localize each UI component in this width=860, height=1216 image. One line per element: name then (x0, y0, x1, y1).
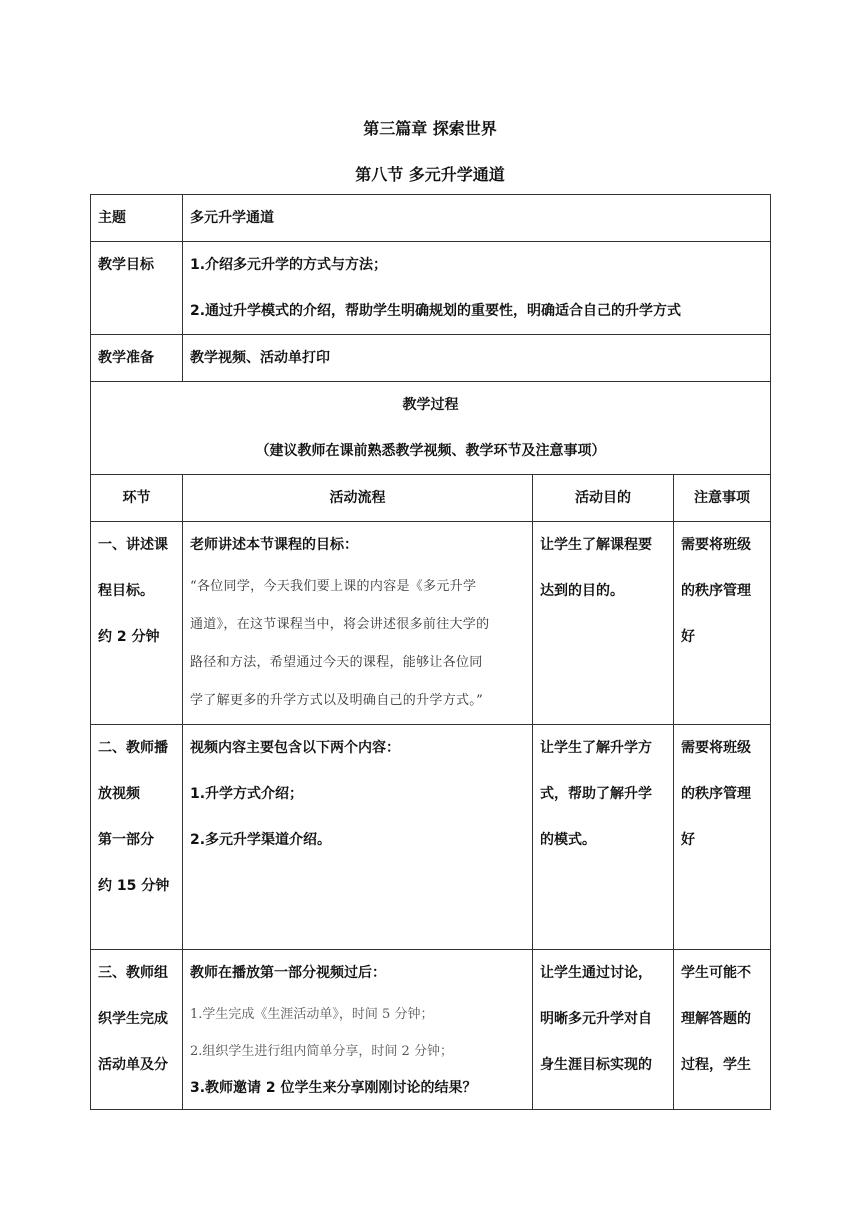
notes-line: 好 (681, 832, 695, 848)
header-purpose: 活动目的 (533, 475, 674, 522)
stage-name-line: 二、教师播 (98, 740, 168, 756)
theme-row (91, 195, 771, 242)
prep-row (91, 335, 771, 382)
prep-label: 教学准备 (91, 335, 183, 382)
flow-last-line: 3.教师邀请 2 位学生来分享刚刚讨论的结果？ (190, 1080, 477, 1096)
purpose-line: 身生涯目标实现的 (540, 1057, 652, 1073)
theme-value: 多元升学通道 (183, 195, 771, 242)
flow-intro: 老师讲述本节课程的目标： (190, 537, 358, 553)
stage-name-line: 第一部分 (98, 832, 154, 848)
flow-quote-line: 路径和方法，希望通过今天的课程，能够让各位同 (190, 655, 483, 670)
process-title: 教学过程 (402, 397, 459, 413)
column-header-row (91, 475, 771, 522)
section-title: 第八节 多元升学通道 (355, 165, 505, 184)
stage-flow (183, 725, 533, 950)
flow-plain-line: 2.组织学生进行组内简单分享，时间 2 分钟； (190, 1044, 453, 1059)
purpose-line: 让学生了解课程要 (540, 537, 652, 553)
purpose-line: 让学生通过讨论， (540, 965, 652, 981)
purpose-line: 达到的目的。 (540, 583, 624, 599)
flow-intro: 教师在播放第一部分视频过后： (190, 965, 386, 981)
stage-name-line: 织学生完成 (98, 1011, 168, 1027)
goals-value (183, 242, 771, 335)
process-note: （建议教师在课前熟悉教学视频、教学环节及注意事项） (255, 443, 606, 459)
flow-plain-line: 1.学生完成《生涯活动单》，时间 5 分钟； (190, 1007, 434, 1022)
lesson-plan-table (90, 194, 771, 1110)
goals-label: 教学目标 (91, 242, 183, 335)
stage-name (91, 725, 183, 950)
flow-quote-line: “各位同学，今天我们要上课的内容是《多元升学 (190, 579, 477, 594)
chapter-title: 第三篇章 探索世界 (363, 119, 497, 138)
stage-name-line: 约 2 分钟 (98, 629, 160, 645)
header-flow: 活动流程 (183, 475, 533, 522)
notes-line: 需要将班级 (681, 537, 751, 553)
notes-line: 过程，学生 (681, 1057, 751, 1073)
notes-line: 好 (681, 629, 695, 645)
stage-name-line: 约 15 分钟 (98, 878, 170, 894)
stage-notes (674, 725, 771, 950)
stage-purpose (533, 522, 674, 725)
stage-name-line: 程目标。 (98, 583, 154, 599)
theme-label: 主题 (91, 195, 183, 242)
goals-row (91, 242, 771, 335)
purpose-line: 式，帮助了解升学 (540, 786, 652, 802)
goal-item: 2.通过升学模式的介绍，帮助学生明确规划的重要性，明确适合自己的升学方式 (190, 303, 682, 319)
purpose-line: 明晰多元升学对自 (540, 1011, 652, 1027)
flow-line: 视频内容主要包含以下两个内容： (190, 740, 400, 756)
flow-line: 1.升学方式介绍； (190, 786, 304, 802)
stage-name (91, 950, 183, 1110)
stage-name-line: 三、教师组 (98, 965, 168, 981)
notes-line: 学生可能不 (681, 965, 751, 981)
stage-row (91, 522, 771, 725)
purpose-line: 的模式。 (540, 832, 596, 848)
stage-purpose (533, 950, 674, 1110)
prep-value: 教学视频、活动单打印 (183, 335, 771, 382)
notes-line: 需要将班级 (681, 740, 751, 756)
header-notes: 注意事项 (674, 475, 771, 522)
stage-flow (183, 950, 533, 1110)
flow-quote-line: 通道》，在这节课程当中，将会讲述很多前往大学的 (190, 617, 490, 632)
stage-notes (674, 522, 771, 725)
notes-line: 的秩序管理 (681, 583, 751, 599)
notes-line: 理解答题的 (681, 1011, 751, 1027)
stage-name-line: 活动单及分 (98, 1057, 168, 1073)
stage-row (91, 725, 771, 950)
flow-quote-line: 学了解更多的升学方式以及明确自己的升学方式。” (190, 693, 484, 708)
stage-flow (183, 522, 533, 725)
stage-row (91, 950, 771, 1110)
notes-line: 的秩序管理 (681, 786, 751, 802)
flow-line: 2.多元升学渠道介绍。 (190, 832, 332, 848)
purpose-line: 让学生了解升学方 (540, 740, 652, 756)
stage-purpose (533, 725, 674, 950)
goal-item: 1.介绍多元升学的方式与方法； (190, 257, 388, 273)
process-header (91, 382, 771, 475)
stage-name-line: 一、讲述课 (98, 537, 168, 553)
stage-name-line: 放视频 (98, 786, 140, 802)
stage-name (91, 522, 183, 725)
header-stage: 环节 (91, 475, 183, 522)
stage-notes (674, 950, 771, 1110)
process-row (91, 382, 771, 475)
